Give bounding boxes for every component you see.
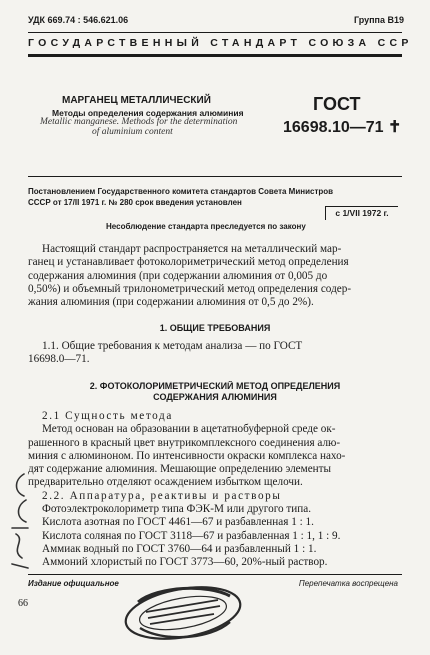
en-title-line1: Metallic manganese. Methods for the determination [40,117,238,127]
decree-text [28,186,333,208]
intro-line: содержания алюминия (при содержании алюминия от 0,005 до [28,269,328,282]
intro-line: жания алюминия (при содержании алюминия от 0,5 до 2%). [28,296,314,309]
section2-heading-line: 2. ФОТОКОЛОРИМЕТРИЧЕСКИЙ МЕТОД ОПРЕДЕЛЕНИЯ [89,381,341,391]
section2-heading [28,381,402,403]
official-edition: Издание официальное [28,579,119,588]
subsection-2-1-title: 2.1 Сущность метода [42,410,173,422]
en-title-line2: of aluminium content [92,127,173,137]
section2-heading-line: СОДЕРЖАНИЯ АЛЮМИНИЯ [153,392,277,402]
section1-line: 16698.0—71. [28,353,90,366]
reagent-line: Аммоний хлористый по ГОСТ 3773—60, 20%-ный раствор. [42,556,328,569]
decree-line: Постановлением Государственного комитета стандартов Совета Министров [28,187,334,196]
ru-title: МАРГАНЕЦ МЕТАЛЛИЧЕСКИЙ [62,95,211,106]
header-rule-top [28,32,402,33]
section2-line: миния с алюминоном. По интенсивности окраски комплекса нахо- [28,449,346,462]
section2-line: предварительно отделяют осаждением избытком щелочи. [28,476,303,489]
intro-line: Настоящий стандарт распространяется на металлический мар- [42,243,342,255]
section2-line: Метод основан на образовании в ацетатнобуферной среде ок- [42,423,336,436]
section2-line: рашенного в красный цвет внутрикомплексного соединения алю- [28,436,341,449]
effective-date: с 1/VII 1972 г. [325,206,398,220]
handwritten-margin-note [6,470,32,580]
title-rule [28,176,402,177]
page-number: 66 [18,598,28,609]
intro-line: 0,50%) и объемный трилонометрический метод определения содер- [28,282,352,295]
reagent-line: Кислота соляная по ГОСТ 3118—67 и разбавленная 1 : 1, 1 : 9. [42,529,341,542]
section1-heading: 1. ОБЩИЕ ТРЕБОВАНИЯ [159,323,271,333]
section2-line: дят содержание алюминия. Мешающие определению элементы [28,463,332,476]
prosecution-notice: Несоблюдение стандарта преследуется по закону [106,222,306,231]
gost-number: 16698.10—71 ✝ [283,119,402,136]
ru-subtitle: Методы определения содержания алюминия [52,108,244,118]
section1-line: 1.1. Общие требования к методам анализа — по ГОСТ [42,340,303,352]
subsection-2-2-title: 2.2. Аппаратура, реактивы и растворы [42,489,282,502]
reagent-line: Кислота азотная по ГОСТ 4461—67 и разбавленная 1 : 1. [42,516,314,529]
udk-code: УДК 669.74 : 546.621.06 [28,15,129,25]
decree-line: СССР от 17/II 1971 г. № 280 срок введения установлен [28,198,242,207]
group-code: Группа В19 [353,15,404,25]
intro-line: ганец и устанавливает фотоколориметрический метод определения [28,256,349,269]
reagent-line: Фотоэлектроколориметр типа ФЭК-М или другого типа. [42,503,312,516]
state-standard-banner: ГОСУДАРСТВЕННЫЙ СТАНДАРТ СОЮЗА ССР [28,37,413,49]
reagent-line: Аммиак водный по ГОСТ 3760—64 и разбавленный 1 : 1. [42,542,317,555]
stamp-seal [118,582,248,644]
header-rule-bottom [28,54,402,57]
section1-paragraph [28,340,402,367]
reprint-prohibited: Перепечатка воспрещена [298,579,398,588]
footer-rule [28,574,402,575]
section2-body [28,410,402,570]
gost-label: ГОСТ [313,94,361,114]
intro-paragraph [28,243,402,309]
